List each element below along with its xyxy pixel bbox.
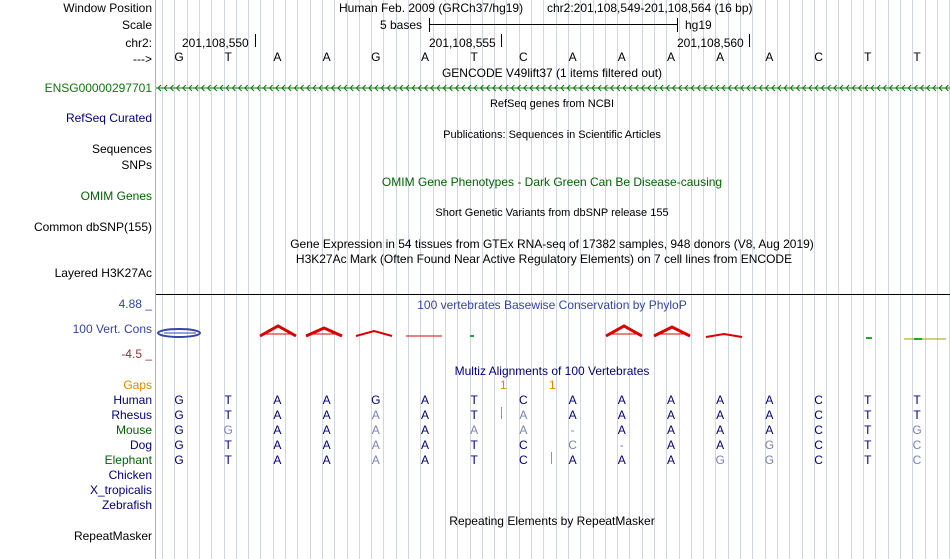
h3k27ac-label[interactable]: Layered H3K27Ac — [54, 266, 152, 280]
base-letter: A — [666, 50, 675, 64]
alignment-base: - — [570, 423, 575, 437]
alignment-base: A — [765, 393, 774, 407]
scale-bar — [429, 24, 677, 25]
snps-label[interactable]: SNPs — [121, 158, 152, 172]
phylop-peak — [706, 334, 742, 337]
alignment-base: A — [666, 438, 675, 452]
alignment-base: A — [420, 408, 429, 422]
alignment-base: A — [617, 408, 626, 422]
alignment-base: T — [224, 393, 232, 407]
alignment-base: T — [864, 393, 872, 407]
alignment-base: A — [371, 438, 380, 452]
alignment-base: A — [273, 423, 282, 437]
gencode-item-label[interactable]: ENSG00000297701 — [44, 81, 152, 95]
alignment-base: G — [174, 393, 184, 407]
scale-assembly: hg19 — [685, 18, 712, 32]
species-label[interactable]: Chicken — [108, 468, 152, 482]
base-letter: A — [568, 50, 577, 64]
refseq-track-title[interactable]: RefSeq genes from NCBI — [489, 98, 615, 110]
alignment-base: T — [864, 453, 872, 467]
gap-count: 1 — [500, 378, 507, 392]
alignment-base: A — [617, 453, 626, 467]
alignment-base: A — [322, 408, 331, 422]
scale-bar-end — [677, 18, 678, 32]
alignment-base: C — [912, 438, 922, 452]
insertion-marker — [551, 452, 552, 464]
base-letter: C — [519, 50, 528, 64]
phylop-peak — [306, 328, 342, 336]
alignment-base: A — [420, 393, 429, 407]
alignment-base: A — [716, 408, 725, 422]
alignment-base: C — [814, 453, 823, 467]
ruler-tick — [501, 34, 502, 47]
alignment-base: A — [322, 438, 331, 452]
phylop-min-label: -4.5 _ — [121, 347, 152, 361]
alignment-base: A — [568, 393, 577, 407]
base-letter: C — [814, 50, 823, 64]
repeatmasker-track-title[interactable]: Repeating Elements by RepeatMasker — [449, 514, 655, 528]
alignment-base: C — [814, 393, 823, 407]
alignment-base: G — [174, 453, 184, 467]
base-letter: A — [617, 50, 626, 64]
alignment-base: A — [371, 453, 380, 467]
ruler-tick — [255, 34, 256, 47]
ruler-tick — [749, 34, 750, 47]
alignment-base: A — [420, 438, 429, 452]
alignment-base: T — [224, 408, 232, 422]
species-label[interactable]: Zebrafish — [101, 498, 152, 512]
alignment-base: G — [223, 423, 233, 437]
dbsnp-track-title[interactable]: Short Genetic Variants from dbSNP release 155 — [435, 207, 669, 219]
alignment-base: A — [371, 408, 380, 422]
alignment-base: A — [322, 393, 331, 407]
alignment-base: G — [371, 393, 381, 407]
alignment-base: T — [470, 453, 478, 467]
alignment-base: T — [470, 408, 478, 422]
alignment-base: A — [273, 408, 282, 422]
multiz-track-title[interactable]: Multiz Alignments of 100 Vertebrates — [454, 364, 650, 378]
alignment-base: C — [912, 453, 922, 467]
species-label[interactable]: Rhesus — [111, 408, 152, 422]
alignment-base: T — [470, 438, 478, 452]
alignment-base: A — [273, 438, 282, 452]
species-label[interactable]: Dog — [129, 438, 152, 452]
alignment-base: A — [716, 393, 725, 407]
species-label[interactable]: Elephant — [104, 453, 152, 467]
phylop-label[interactable]: 100 Vert. Cons — [72, 322, 152, 336]
alignment-base: T — [224, 438, 232, 452]
alignment-base: A — [273, 393, 282, 407]
alignment-base: T — [470, 393, 478, 407]
alignment-base: A — [568, 453, 577, 467]
assembly-title: Human Feb. 2009 (GRCh37/hg19) — [339, 1, 524, 15]
base-letter: T — [470, 50, 478, 64]
alignment-base: G — [764, 453, 775, 467]
publications-track-title[interactable]: Publications: Sequences in Scientific Articles — [443, 129, 661, 141]
base-letter: G — [371, 50, 381, 64]
alignment-base: A — [666, 423, 675, 437]
omim-genes-label[interactable]: OMIM Genes — [80, 189, 152, 203]
scale-text: 5 bases — [380, 18, 423, 32]
alignment-base: G — [912, 423, 922, 437]
alignment-base: A — [420, 423, 429, 437]
base-letter: T — [913, 50, 921, 64]
alignment-base: A — [322, 453, 331, 467]
phylop-max-label: 4.88 _ — [118, 297, 152, 311]
base-letter: G — [174, 50, 184, 64]
gtex-track-title[interactable]: Gene Expression in 54 tissues from GTEx RNA-seq of 17382 samples, 948 donors (V8, Aug 2019) — [290, 237, 814, 251]
species-label[interactable]: Mouse — [115, 423, 152, 437]
alignment-base: A — [716, 423, 725, 437]
alignment-base: T — [913, 393, 921, 407]
alignment-base: A — [765, 408, 774, 422]
alignment-base: T — [864, 438, 872, 452]
base-letter: A — [716, 50, 725, 64]
phylop-conservation-graph[interactable] — [156, 323, 950, 343]
track-separator — [156, 294, 950, 295]
sequences-label[interactable]: Sequences — [91, 142, 152, 156]
alignment-base: - — [619, 438, 624, 452]
base-letter: A — [273, 50, 282, 64]
phylop-peak — [654, 327, 690, 336]
alignment-base: A — [371, 423, 380, 437]
alignment-base: A — [716, 438, 725, 452]
alignment-base: A — [765, 423, 774, 437]
omim-track-title[interactable]: OMIM Gene Phenotypes - Dark Green Can Be Disease-causing — [381, 175, 723, 189]
alignment-base: G — [174, 423, 184, 437]
alignment-base: G — [174, 438, 184, 452]
alignment-base: T — [864, 408, 872, 422]
repeatmasker-label[interactable]: RepeatMasker — [73, 529, 152, 543]
gencode-track-title[interactable]: GENCODE V49lift37 (1 items filtered out) — [441, 66, 663, 80]
alignment-base: T — [224, 453, 232, 467]
dbsnp-label[interactable]: Common dbSNP(155) — [33, 220, 152, 234]
alignment-base: C — [814, 408, 823, 422]
alignment-base: A — [666, 408, 675, 422]
window-coords[interactable]: chr2:201,108,549-201,108,564 (16 bp) — [547, 1, 753, 15]
base-letter: T — [224, 50, 232, 64]
base-letter: A — [420, 50, 429, 64]
gencode-gene-track[interactable] — [156, 82, 950, 94]
alignment-base: A — [273, 453, 282, 467]
phylop-track-title[interactable]: 100 vertebrates Basewise Conservation by PhyloP — [417, 298, 687, 312]
species-label[interactable]: Human — [113, 393, 152, 407]
alignment-base: G — [174, 408, 184, 422]
alignment-base: T — [913, 408, 921, 422]
ruler-tick-label: 201,108,555 — [429, 36, 496, 50]
alignment-base: C — [814, 423, 823, 437]
alignment-base: A — [519, 423, 528, 437]
alignment-base: C — [519, 453, 528, 467]
alignment-base: A — [519, 408, 528, 422]
alignment-base: T — [864, 423, 872, 437]
base-letter: A — [765, 50, 774, 64]
base-letter: T — [864, 50, 872, 64]
scale-bar-start — [429, 18, 430, 32]
alignment-base: G — [715, 453, 725, 467]
alignment-base: C — [568, 438, 577, 452]
strand-label: ---> — [133, 52, 152, 66]
alignment-base: A — [322, 423, 331, 437]
h3k27ac-track-title[interactable]: H3K27Ac Mark (Often Found Near Active Regulatory Elements) on 7 cell lines from ENCODE — [295, 252, 793, 266]
alignment-base: C — [519, 438, 528, 452]
alignment-base: A — [617, 423, 626, 437]
alignment-base: G — [764, 438, 775, 452]
chrom-label: chr2: — [125, 36, 152, 50]
scale-label: Scale — [121, 18, 152, 32]
gaps-label[interactable]: Gaps — [123, 378, 152, 392]
alignment-base: A — [420, 453, 429, 467]
insertion-marker — [501, 407, 502, 419]
alignment-base: A — [568, 408, 577, 422]
alignment-base: C — [814, 438, 823, 452]
gap-count: 1 — [549, 378, 556, 392]
alignment-base: A — [470, 423, 479, 437]
species-label[interactable]: X_tropicalis — [89, 483, 152, 497]
base-letter: A — [322, 50, 331, 64]
alignment-base: A — [617, 393, 626, 407]
ruler-tick-label: 201,108,550 — [182, 36, 249, 50]
phylop-peak — [356, 331, 392, 336]
alignment-base: A — [666, 393, 675, 407]
refseq-curated-label[interactable]: RefSeq Curated — [65, 111, 152, 125]
alignment-base: A — [666, 453, 675, 467]
ruler-tick-label: 201,108,560 — [677, 36, 744, 50]
alignment-base: C — [519, 393, 528, 407]
window-position-label: Window Position — [63, 1, 152, 15]
